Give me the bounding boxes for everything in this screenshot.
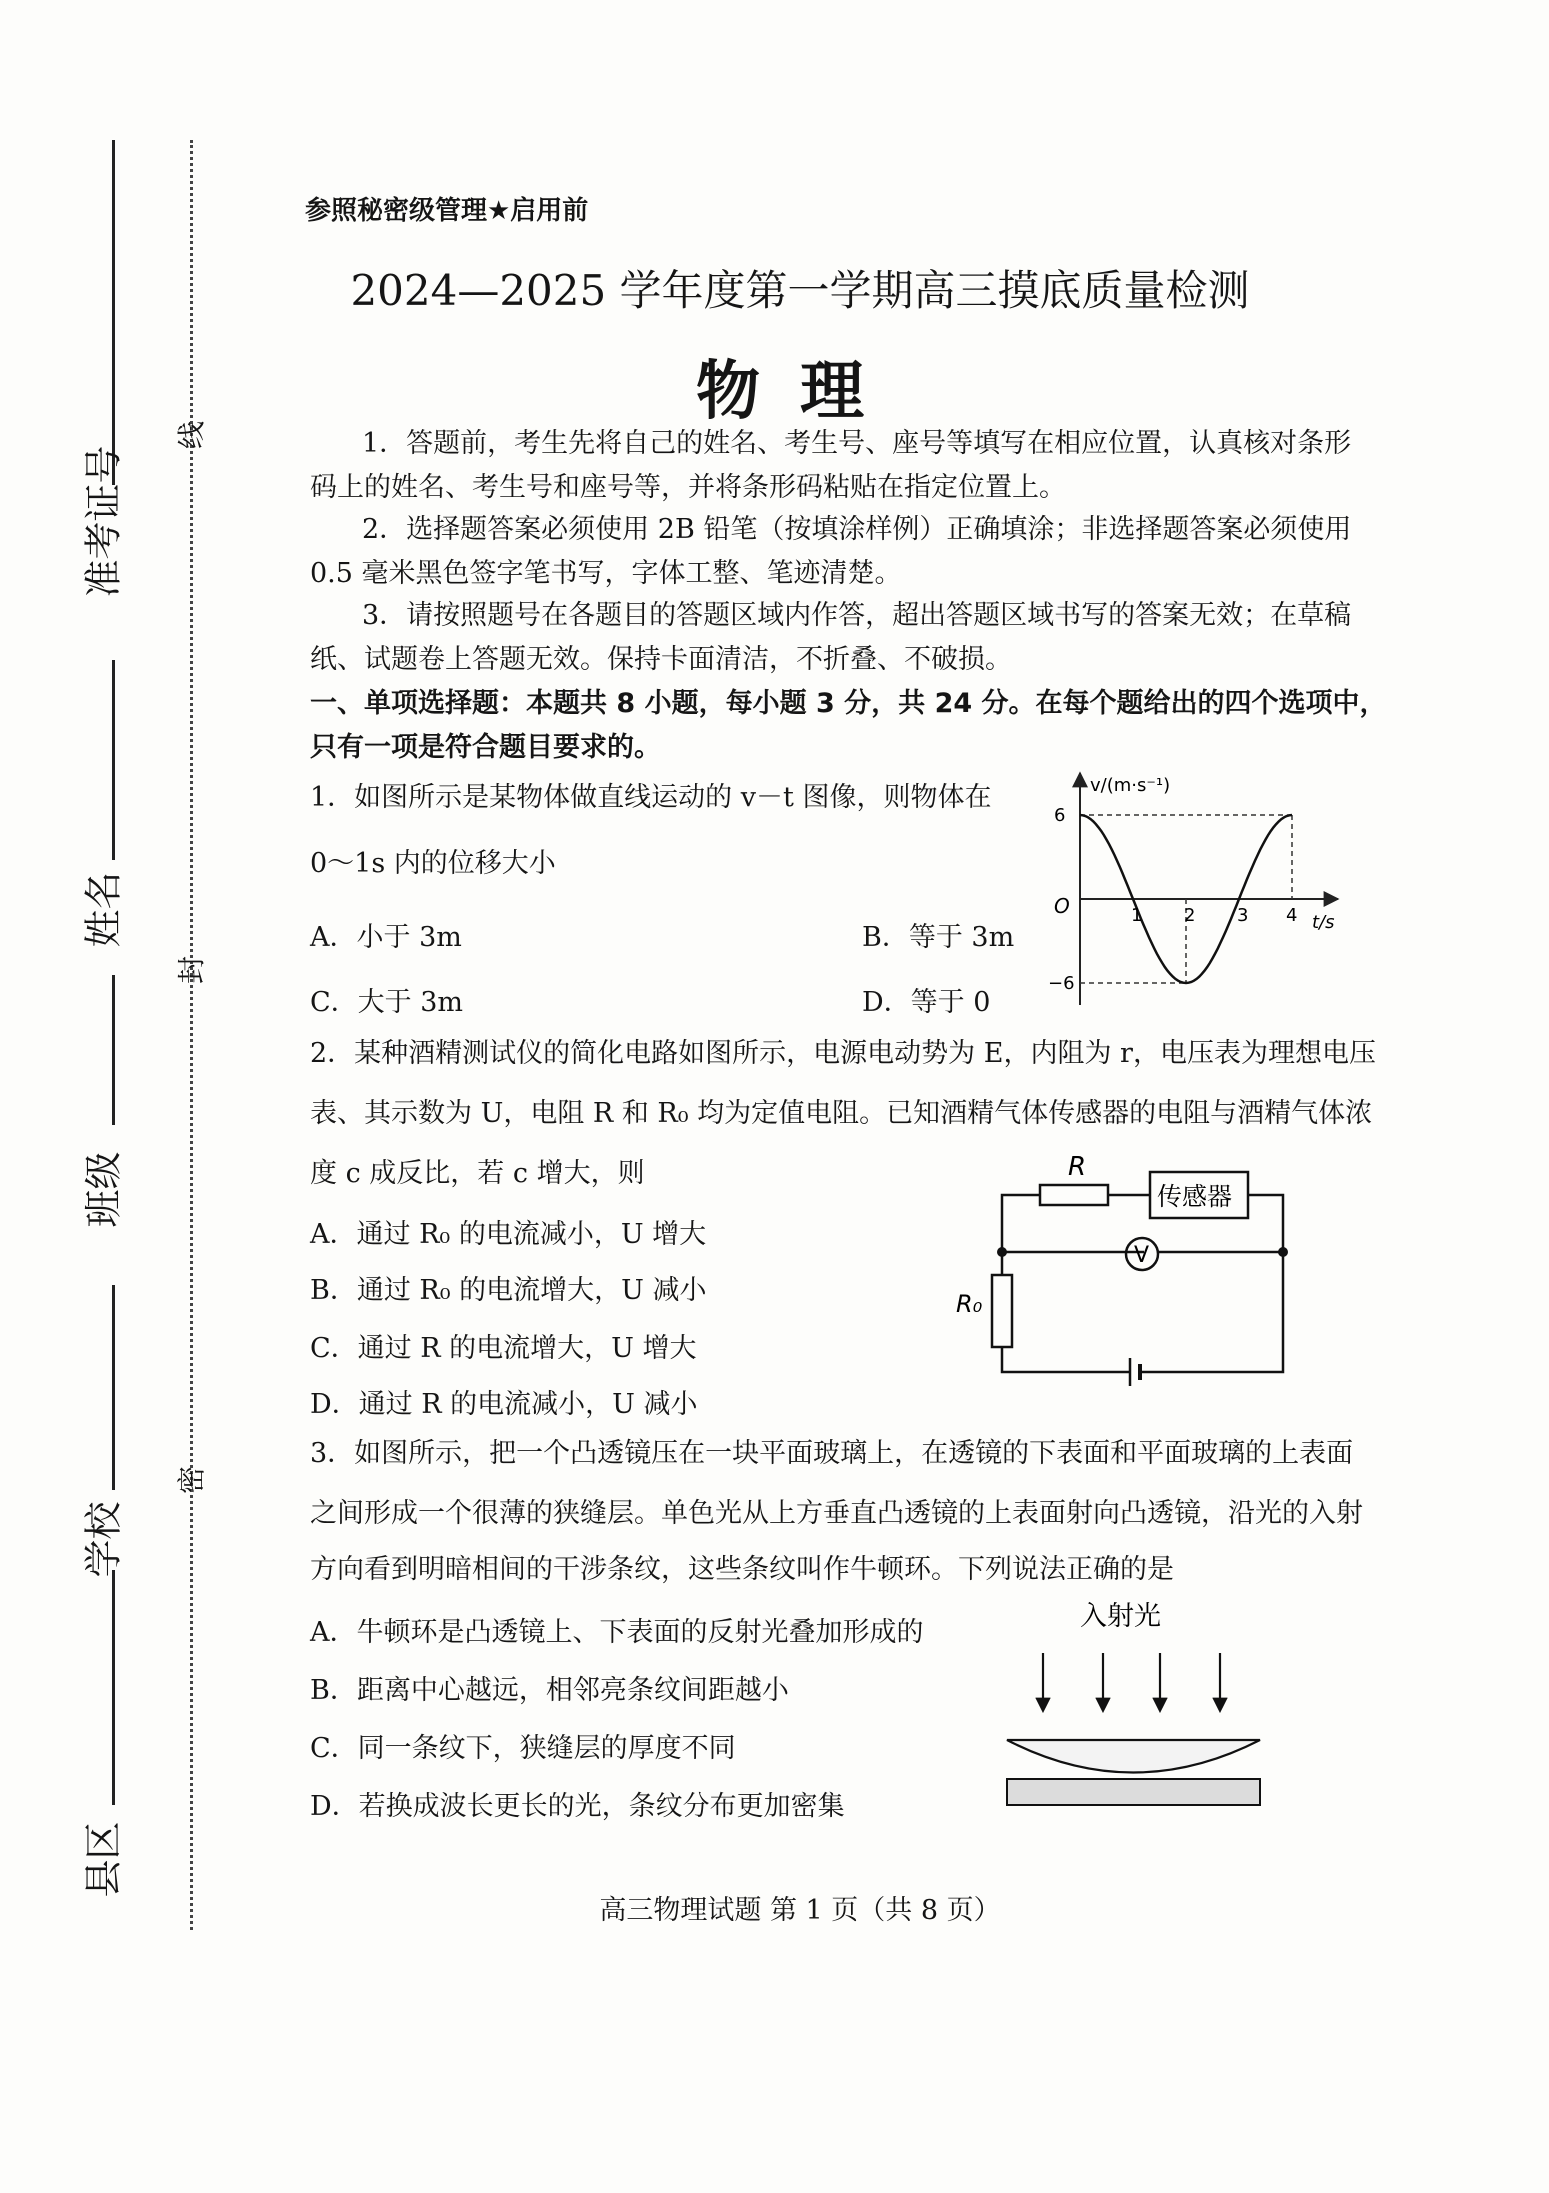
t-tick-label: 1 xyxy=(1131,905,1143,926)
instruction-line: 0.5 毫米黑色签字笔书写，字体工整、笔迹清楚。 xyxy=(310,558,902,589)
t-tick-label: 2 xyxy=(1184,905,1196,926)
resistor-r xyxy=(1040,1185,1108,1205)
seal-char-secret: 密 xyxy=(175,1465,209,1495)
q1-option-a[interactable]: A．小于 3m xyxy=(310,922,462,953)
label-school: 学校 xyxy=(81,1501,126,1578)
instruction-line: 3．请按照题号在各题目的答题区域内作答，超出答题区域书写的答案无效；在草稿 xyxy=(362,600,1352,631)
q2-stem: 表、其示数为 U，电阻 R 和 R₀ 均为定值电阻。已知酒精气体传感器的电阻与酒精气体浓 xyxy=(310,1098,1373,1129)
instruction-line: 纸、试题卷上答题无效。保持卡面清洁，不折叠、不破损。 xyxy=(310,644,1012,675)
wire xyxy=(1140,1252,1283,1372)
newton-ring-figure xyxy=(995,1595,1285,1820)
q2-option-d[interactable]: D．通过 R 的电流减小，U 减小 xyxy=(310,1389,698,1420)
q2-option-b[interactable]: B．通过 R₀ 的电流增大，U 减小 xyxy=(310,1275,707,1306)
q3-option-d[interactable]: D．若换成波长更长的光，条纹分布更加密集 xyxy=(310,1791,845,1822)
flat-glass-plate xyxy=(1007,1779,1260,1805)
q3-option-a[interactable]: A．牛顿环是凸透镜上、下表面的反射光叠加形成的 xyxy=(310,1617,924,1648)
q3-option-b[interactable]: B．距离中心越远，相邻亮条纹间距越小 xyxy=(310,1675,789,1706)
seal-char-line: 线 xyxy=(175,420,209,450)
q2-stem: 2．某种酒精测试仪的简化电路如图所示，电源电动势为 E，内阻为 r，电压表为理想电压 xyxy=(310,1038,1376,1069)
binding-dotted-line xyxy=(190,140,193,1930)
label-name: 姓名 xyxy=(81,871,126,948)
section-heading: 只有一项是符合题目要求的。 xyxy=(310,732,661,763)
label-class: 班级 xyxy=(81,1151,126,1228)
q2-option-a[interactable]: A．通过 R₀ 的电流减小，U 增大 xyxy=(310,1219,707,1250)
label-exam-id: 准考证号 xyxy=(81,445,126,598)
q2-stem: 度 c 成反比，若 c 增大，则 xyxy=(310,1158,645,1189)
sensor-label: 传感器 xyxy=(1157,1182,1233,1211)
origin-label: O xyxy=(1054,894,1070,918)
subject-title: 物理 xyxy=(696,355,904,429)
page-footer: 高三物理试题 第 1 页（共 8 页） xyxy=(599,1895,1001,1926)
t-tick-label: 3 xyxy=(1237,905,1249,926)
v-axis-label: v/(m·s⁻¹) xyxy=(1090,775,1171,796)
fill-line-school[interactable] xyxy=(112,1285,115,1490)
incident-light-label: 入射光 xyxy=(1080,1601,1161,1632)
t-tick-label: 4 xyxy=(1286,905,1298,926)
v-tick-label: −6 xyxy=(1048,973,1075,994)
q1-option-b[interactable]: B．等于 3m xyxy=(862,922,1015,953)
exam-title: 2024—2025 学年度第一学期高三摸底质量检测 xyxy=(350,266,1250,315)
fill-line-exam-id[interactable] xyxy=(112,140,115,485)
q1-option-d[interactable]: D．等于 0 xyxy=(862,987,991,1018)
q3-stem: 之间形成一个很薄的狭缝层。单色光从上方垂直凸透镜的上表面射向凸透镜，沿光的入射 xyxy=(310,1498,1363,1529)
fill-line-name[interactable] xyxy=(112,660,115,860)
confidentiality-note: 参照秘密级管理★启用前 xyxy=(305,196,589,226)
q1-stem: 1．如图所示是某物体做直线运动的 v－t 图像，则物体在 xyxy=(310,782,992,813)
wire xyxy=(1002,1347,1130,1372)
q3-option-c[interactable]: C．同一条纹下，狭缝层的厚度不同 xyxy=(310,1733,736,1764)
resistor-r0-label: R₀ xyxy=(956,1290,983,1318)
junction xyxy=(997,1247,1007,1257)
instruction-line: 码上的姓名、考生号和座号等，并将条形码粘贴在指定位置上。 xyxy=(310,472,1066,503)
q2-option-c[interactable]: C．通过 R 的电流增大，U 增大 xyxy=(310,1333,697,1364)
instruction-line: 1．答题前，考生先将自己的姓名、考生号、座号等填写在相应位置，认真核对条形 xyxy=(362,428,1352,459)
junction xyxy=(1278,1247,1288,1257)
q3-stem: 方向看到明暗相间的干涉条纹，这些条纹叫作牛顿环。下列说法正确的是 xyxy=(310,1554,1174,1585)
wire xyxy=(1002,1195,1040,1252)
voltmeter-label: V xyxy=(1134,1243,1150,1268)
wire xyxy=(1248,1195,1283,1252)
fill-line-class[interactable] xyxy=(112,975,115,1125)
instruction-line: 2．选择题答案必须使用 2B 铅笔（按填涂样例）正确填涂；非选择题答案必须使用 xyxy=(362,514,1352,545)
q1-option-c[interactable]: C．大于 3m xyxy=(310,987,464,1018)
vt-graph xyxy=(1040,765,1350,1020)
seal-char-seal: 封 xyxy=(175,955,209,985)
section-heading: 一、单项选择题：本题共 8 小题，每小题 3 分，共 24 分。在每个题给出的四个选项中， xyxy=(310,688,1387,719)
t-axis-label: t/s xyxy=(1312,912,1335,933)
circuit-diagram xyxy=(950,1150,1310,1410)
q3-stem: 3．如图所示，把一个凸透镜压在一块平面玻璃上，在透镜的下表面和平面玻璃的上表面 xyxy=(310,1438,1354,1469)
convex-lens xyxy=(1007,1740,1260,1773)
fill-line-district[interactable] xyxy=(112,1570,115,1805)
resistor-r-label: R xyxy=(1068,1152,1087,1182)
resistor-r0 xyxy=(992,1275,1012,1347)
label-district: 县区 xyxy=(81,1821,126,1898)
v-tick-label: 6 xyxy=(1054,805,1066,826)
q1-stem: 0～1s 内的位移大小 xyxy=(310,848,556,879)
